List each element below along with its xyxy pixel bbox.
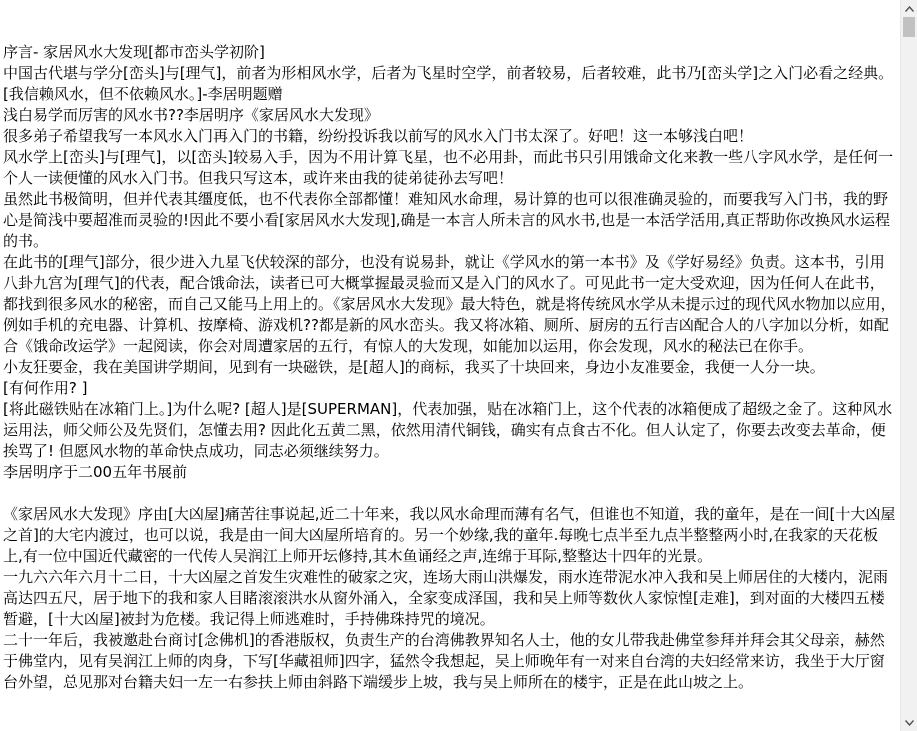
signature-line: 李居明序于二00五年书展前 xyxy=(3,463,188,481)
chevron-up-icon xyxy=(905,6,914,12)
vertical-scrollbar[interactable] xyxy=(900,0,917,731)
paragraph: [将此磁铁贴在冰箱门上。]为什么呢? [超人]是[SUPERMAN]，代表加强，贴在冰箱门上，这个代表的冰箱便成了超级之金了。这种风水运用法，师父师公及先贤们，怎懂去用? 因此化五黄二黑，依然用清代铜钱，确实有点食古不化。但人认定了，你要去改变去革命，便挨骂了! 但愿风水物的革命快点成功，同志必须继续努力。 xyxy=(3,400,893,460)
blank-line xyxy=(3,483,896,504)
chevron-down-icon xyxy=(905,720,914,726)
paragraph: 《家居风水大发现》序由[大凶屋]痛苦往事说起,近二十年来，我以风水命理而薄有名气，但谁也不知道，我的童年，是在一间[十大凶屋之首]的大宅内渡过，也可以说，我是由一间大凶屋所培育的。另一个妙缘,我的童年.每晚七点半至九点半整整两小时,在我家的天花板上,有一位中国近代藏密的一代传人吴润江上师开坛修持,其木鱼诵经之声,连绵于耳际,整整达十四年的光景。 xyxy=(3,505,896,565)
scroll-down-button[interactable] xyxy=(901,714,917,731)
document-title: 序言- 家居风水大发现[都市峦头学初阶] xyxy=(3,43,265,61)
paragraph: 在此书的[理气]部分，很少进入九星飞伏较深的部分，也没有说易卦，就让《学风水的第一本书》及《学好易经》负责。这本书，引用八卦九宫为[理气]的代表，配合饿命法，读者已可大概掌握最灵验而又是入门的风水了。可见此书一定大受欢迎，因为任何人在此书，都找到很多风水的秘密，而自己又能马上用上的。《家居风水大发现》最大特色，就是将传统风水学从未提示过的现代风水物加以应用，例如手机的充电器、计算机、按摩椅、游戏机??都是新的风水峦头。我又将冰箱、厕所、厨房的五行吉凶配合人的八字加以分析，如配合《饿命改运学》一起阅读，你会对周遭家居的五行，有惊人的大发现，如能加以运用，你会发现，风水的秘法已在你手。 xyxy=(3,253,896,355)
scroll-thumb[interactable] xyxy=(903,17,915,37)
paragraph: 浅白易学而厉害的风水书??李居明序《家居风水大发现》 xyxy=(3,106,379,124)
scroll-up-button[interactable] xyxy=(901,0,917,17)
document-body xyxy=(3,42,896,693)
paragraph: 二十一年后，我被邀赴台商讨[念佛机]的香港版权，负责生产的台湾佛教界知名人士，他的女儿带我赴佛堂参拜并拜会其父母亲，赫然于佛堂内，见有吴润江上师的肉身，下写[华藏祖师]四字，猛然令我想起，吴上师晚年有一对来自台湾的夫妇经常来访，我坐于大厅窗台外望，总见那对台籍夫妇一左一右参扶上师由斜路下端缓步上坡，我与吴上师所在的楼宇，正是在此山坡之上。 xyxy=(3,631,885,691)
paragraph: 很多弟子希望我写一本风水入门再入门的书籍，纷纷投诉我以前写的风水入门书太深了。好吧！这一本够浅白吧！ xyxy=(3,127,754,145)
paragraph: 风水学上[峦头]与[理气]，以[峦头]较易入手，因为不用计算飞星，也不必用卦，而此书只引用饿命文化来教一些八字风水学，是任何一个人一读便懂的风水入门书。但我只写这本，或许来由我的徒弟徒孙去写吧！ xyxy=(3,148,894,187)
paragraph: 小友狂要金，我在美国讲学期间，见到有一块磁铁，是[超人]的商标，我买了十块回来，身边小友准要金，我便一人分一块。 xyxy=(3,358,825,376)
paragraph: 虽然此书极简明，但并代表其缰度低，也不代表你全部都懂！难知风水命理，易计算的也可以很准确灵验的，而要我写入门书，我的野心是简浅中要超准而灵验的!因此不要小看[家居风水大发现],确是一本言人所未言的风水书,也是一本活学活用,真正帮助你改换风水运程的书。 xyxy=(3,190,891,250)
paragraph: [有何作用? ] xyxy=(3,379,88,397)
paragraph: 一九六六年六月十二日，十大凶屋之首发生灾难性的破家之灾，连场大雨山洪爆发，雨水连带泥水冲入我和吴上师居住的大楼内，泥雨高达四五尺，居于地下的我和家人目睹滚滚洪水从窗外涌入，全家变成泽国，我和吴上师等数伙人家惊惶[走难]，到对面的大楼四五楼暂避，[十大凶屋]被封为危楼。我记得上师逃难时，手持佛珠持咒的境况。 xyxy=(3,568,889,628)
paragraph: [我信赖风水，但不依赖风水。]-李居明题赠 xyxy=(3,85,283,103)
paragraph: 中国古代堪与学分[峦头]与[理气]，前者为形相风水学，后者为飞星时空学，前者较易，后者较难，此书乃[峦头学]之入门必看之经典。 xyxy=(3,64,894,82)
